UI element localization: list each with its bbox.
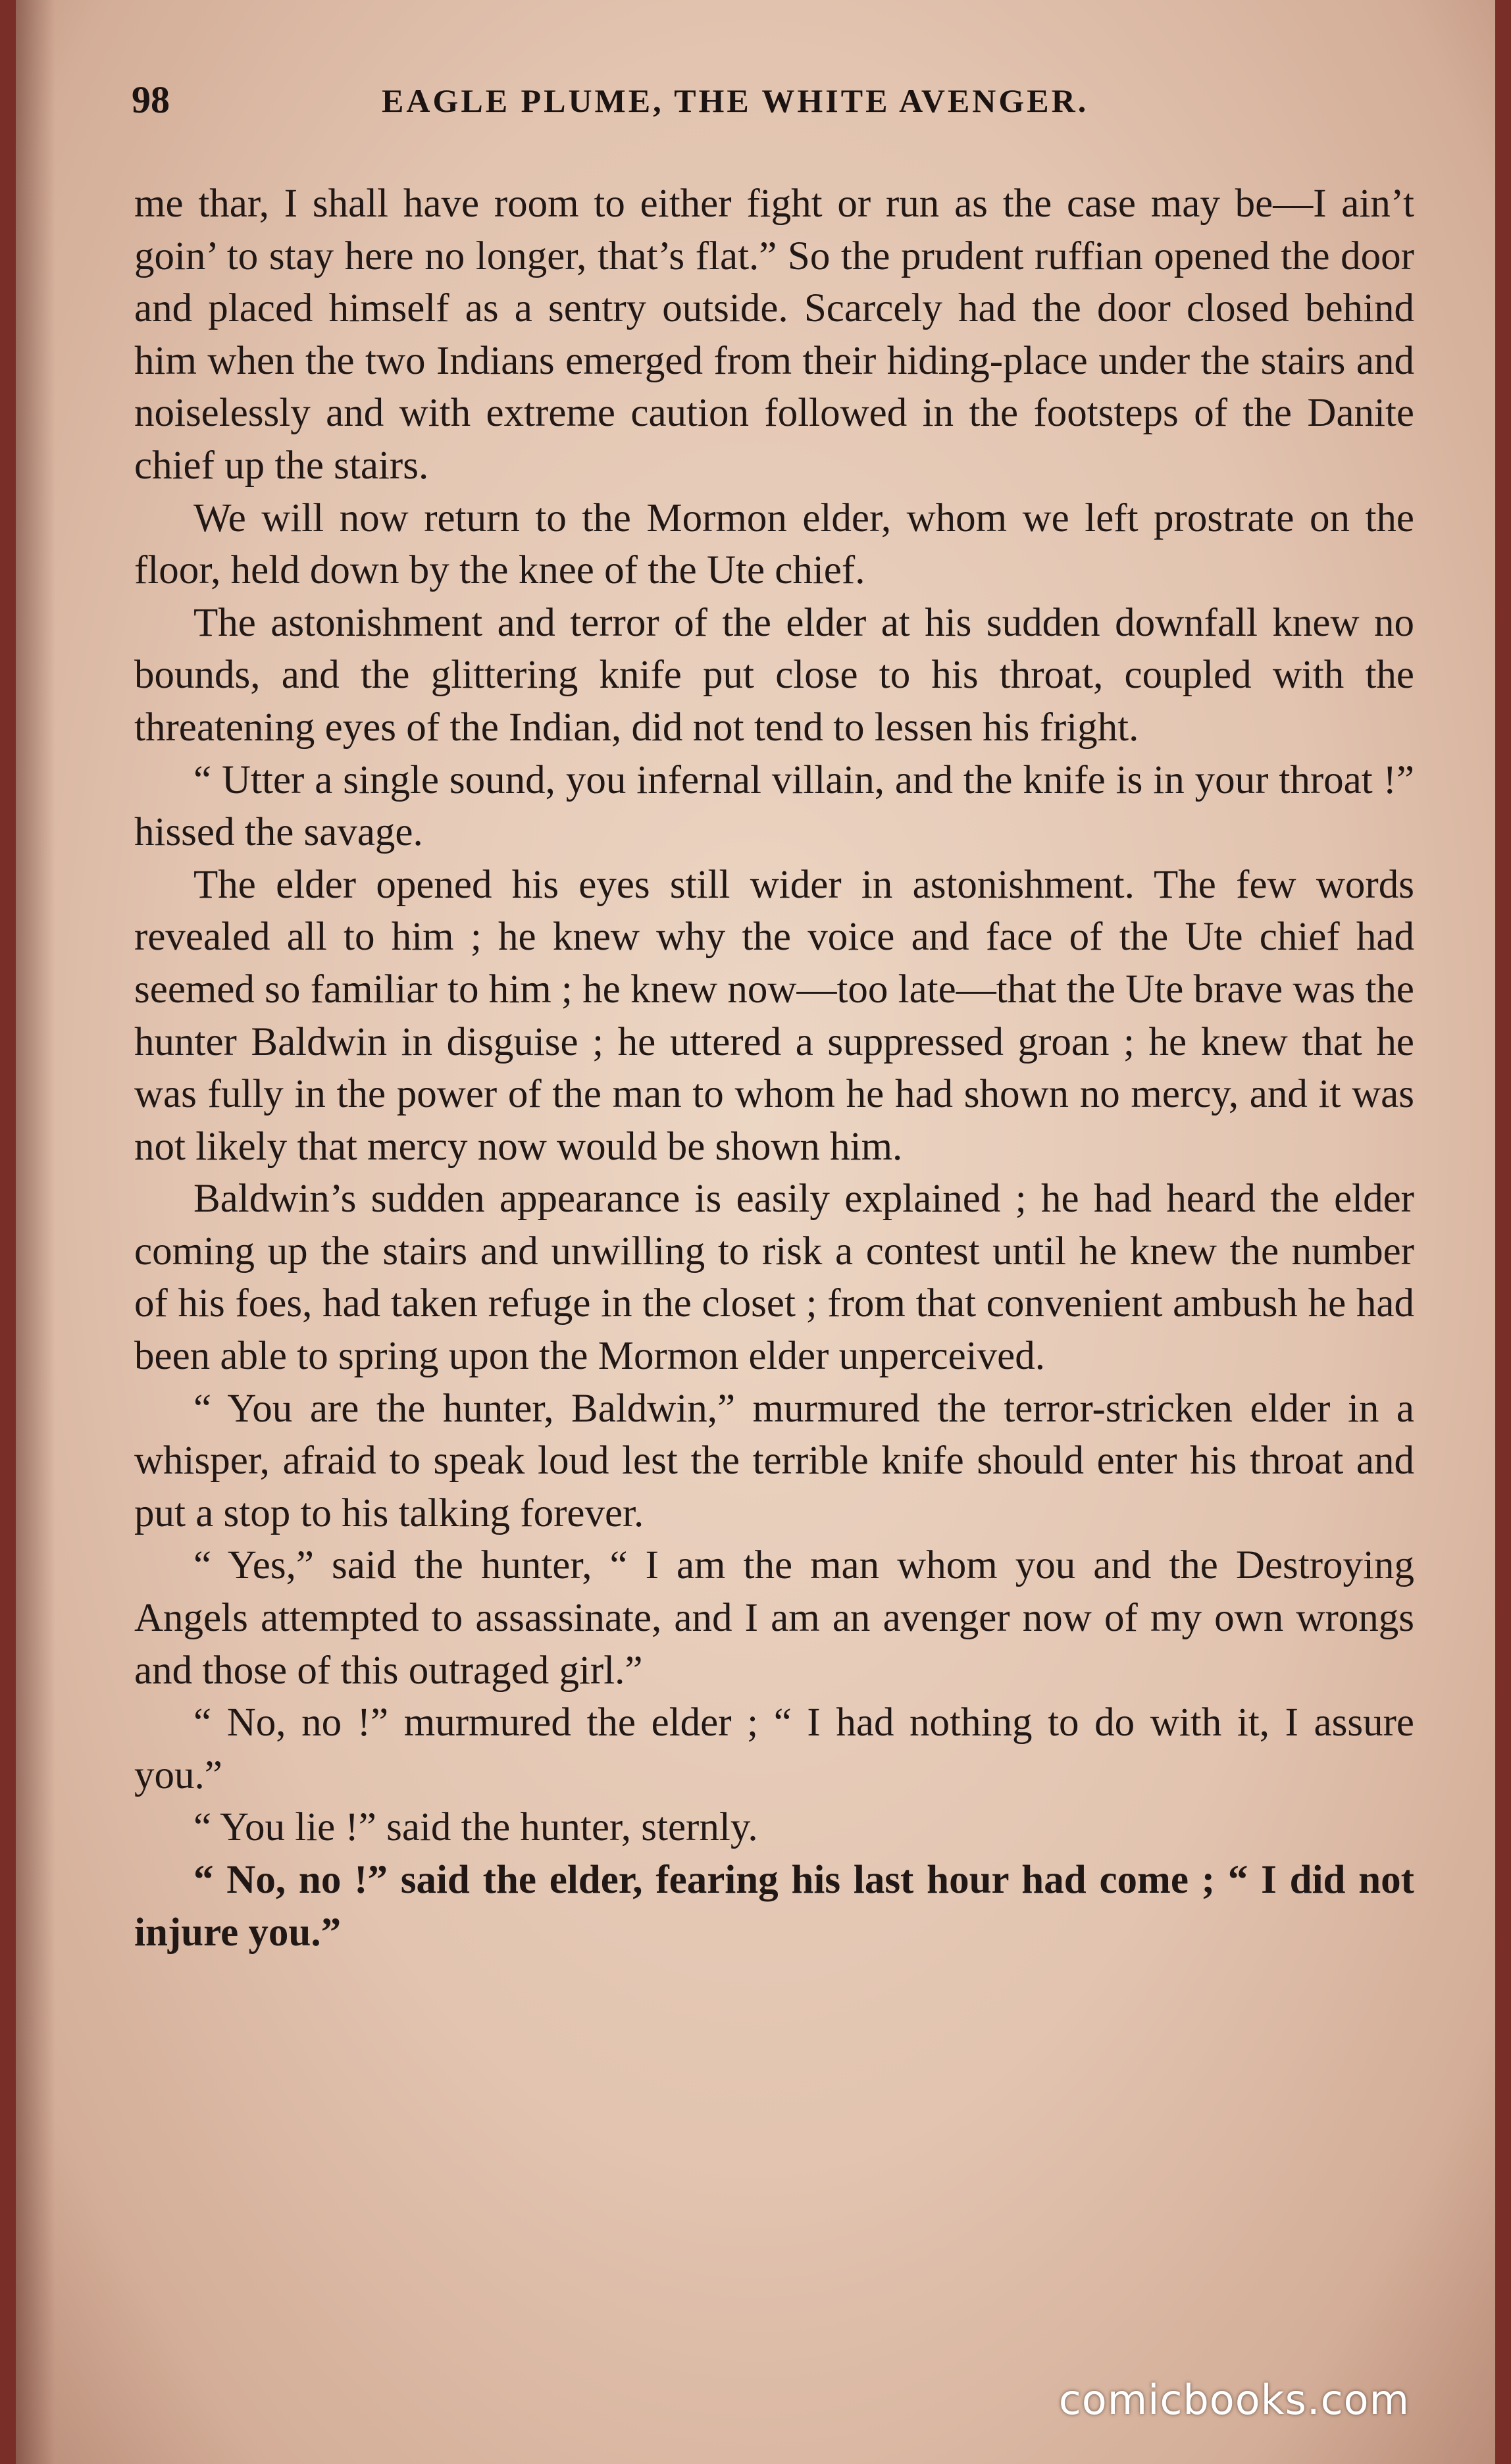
paragraph: “ You are the hunter, Baldwin,” murmured the terror-stricken elder in a whisper, afraid to speak loud lest the terrible knife should enter his throat and put a stop to his talking forever. — [134, 1386, 1414, 1535]
paragraph: “ No, no !” said the elder, fearing his last hour had come ; “ I did not injure you.” — [134, 1858, 1414, 1955]
spine-shadow — [16, 0, 55, 2464]
paragraph: “ No, no !” murmured the elder ; “ I had nothing to do with it, I assure you.” — [134, 1701, 1414, 1797]
running-head: EAGLE PLUME, THE WHITE AVENGER. — [382, 82, 1089, 119]
paragraph: “ Yes,” said the hunter, “ I am the man whom you and the Destroying Angels attempted to assassinate, and I am an avenger now of my own wrongs and those of this outraged girl.” — [134, 1543, 1414, 1693]
page-number: 98 — [132, 78, 170, 121]
paragraph: Baldwin’s sudden appearance is easily explained ; he had heard the elder coming up the stairs and unwilling to risk a contest until he knew the number of his foes, had taken refuge in the closet ; from that convenient ambush he had been able to spring upon the Mormon elder unperceived. — [134, 1177, 1414, 1379]
book-page — [16, 0, 1495, 2464]
paragraph: The elder opened his eyes still wider in astonishment. The few words revealed all to him ; he knew why the voice and face of the Ute chief had seemed so familiar to him ; he knew now—too late—that the Ute brave was the hunter Baldwin in disguise ; he uttered a suppressed groan ; he knew that he was fully in the power of the man to whom he had shown no mercy, and it was not likely that mercy now would be shown him. — [134, 862, 1414, 1169]
page-header — [132, 78, 1408, 130]
body-text — [134, 178, 1414, 1959]
watermark: comicbooks.com — [1058, 2376, 1410, 2424]
paragraph: “ You lie !” said the hunter, sternly. — [193, 1805, 758, 1850]
paragraph: We will now return to the Mormon elder, whom we left prostrate on the floor, held down by the knee of the Ute chief. — [134, 496, 1414, 593]
paragraph: “ Utter a single sound, you infernal villain, and the knife is in your throat !” hissed the savage. — [134, 757, 1414, 855]
paragraph: me thar, I shall have room to either fight or run as the case may be—I ain’t goin’ to stay here no longer, that’s flat.” So the prudent ruffian opened the door and placed himself as a sentry outside. Scarcely had the door closed behind him when the two Indians emerged from their hiding-place under the stairs and noiselessly and with extreme caution followed in the footsteps of the Danite chief up the stairs. — [134, 182, 1414, 488]
paragraph: The astonishment and terror of the elder at his sudden downfall knew no bounds, and the glittering knife put close to his throat, coupled with the threatening eyes of the Indian, did not tend to lessen his fright. — [134, 600, 1414, 750]
